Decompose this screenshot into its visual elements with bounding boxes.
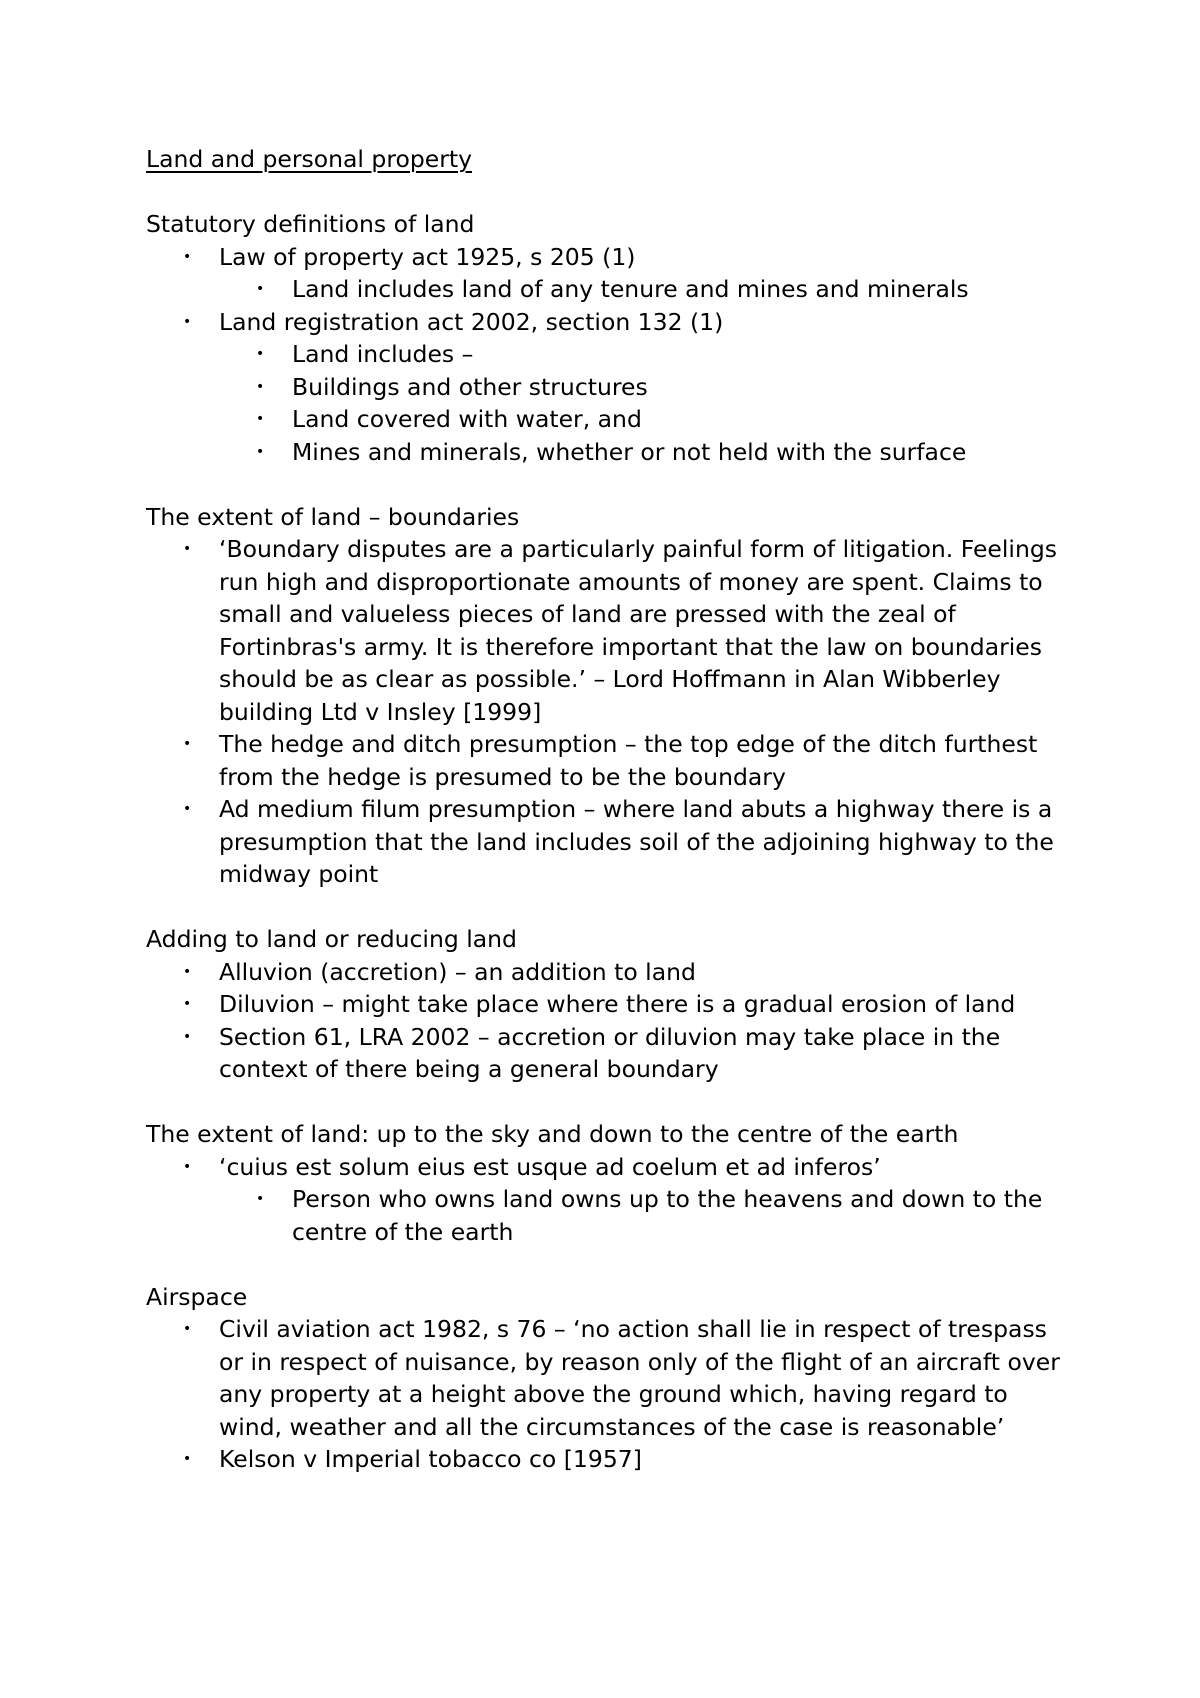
section-heading: The extent of land – boundaries xyxy=(146,502,520,531)
bullet-list xyxy=(146,956,1076,1086)
bullet-icon: • xyxy=(183,1158,192,1175)
list-item xyxy=(146,306,1076,339)
document-title: Land and personal property xyxy=(146,145,473,173)
bullet-icon: • xyxy=(256,1191,265,1207)
section-statutory-definitions xyxy=(146,208,1076,468)
list-item xyxy=(146,1183,1076,1248)
bullet-icon: • xyxy=(183,801,192,817)
section-boundaries xyxy=(146,501,1076,891)
section-adding-reducing xyxy=(146,923,1076,1086)
list-item xyxy=(146,241,1076,274)
bullet-icon: • xyxy=(183,1451,192,1467)
list-item xyxy=(146,728,1076,793)
list-item-text: Land includes land of any tenure and mines and minerals xyxy=(292,275,969,303)
section-heading: Airspace xyxy=(146,1282,248,1311)
bullet-icon: • xyxy=(256,346,265,362)
list-item-text: Land registration act 2002, section 132 (1) xyxy=(219,307,724,336)
list-item-text: Land covered with water, and xyxy=(292,405,642,433)
section-airspace xyxy=(146,1281,1076,1476)
list-item-text: The hedge and ditch presumption – the top edge of the ditch furthest from the hedge is presumed to be the boundary xyxy=(219,730,1038,791)
bullet-icon: • xyxy=(183,1028,192,1045)
list-item xyxy=(146,956,1076,989)
list-item-text: ‘Boundary disputes are a particularly painful form of litigation. Feelings run high and disproportionate amounts of money are spent. Claims to small and valueless pieces of land are pressed with the zeal of Fortinbras's army. It is therefore important that the law on boundaries should be as clear as possible.’ – Lord Hoffmann in Alan Wibberley building Ltd v Insley [1999] xyxy=(219,535,1058,726)
list-item-text: Civil aviation act 1982, s 76 – ‘no action shall lie in respect of trespass or in respect of nuisance, by reason only of the flight of an aircraft over any property at a height above the ground which, having regard to wind, weather and all the circumstances of the case is reasonable’ xyxy=(219,1315,1060,1441)
bullet-list xyxy=(146,1313,1076,1476)
list-item xyxy=(146,1313,1076,1443)
spacer xyxy=(146,891,1076,924)
list-item-text: Person who owns land owns up to the heavens and down to the centre of the earth xyxy=(292,1185,1043,1246)
section-heading: The extent of land: up to the sky and down to the centre of the earth xyxy=(146,1120,959,1148)
list-item xyxy=(146,1021,1076,1086)
bullet-icon: • xyxy=(183,1321,192,1337)
bullet-icon: • xyxy=(183,963,192,980)
bullet-icon: • xyxy=(183,313,192,330)
section-heading: Adding to land or reducing land xyxy=(146,925,517,953)
document-body xyxy=(146,143,1076,1476)
list-item xyxy=(146,371,1076,404)
bullet-icon: • xyxy=(256,443,265,460)
list-item-text: Law of property act 1925, s 205 (1) xyxy=(219,242,636,271)
bullet-icon: • xyxy=(183,248,192,265)
bullet-list xyxy=(146,533,1076,891)
bullet-icon: • xyxy=(256,378,265,395)
list-item-text: Buildings and other structures xyxy=(292,372,648,401)
bullet-icon: • xyxy=(256,411,265,427)
spacer xyxy=(146,468,1076,501)
list-item xyxy=(146,1151,1076,1184)
bullet-icon: • xyxy=(183,736,192,752)
list-item xyxy=(146,533,1076,728)
bullet-icon: • xyxy=(183,541,192,557)
section-heading: Statutory definitions of land xyxy=(146,210,475,238)
list-item-text: Section 61, LRA 2002 – accretion or diluvion may take place in the context of there being a general boundary xyxy=(219,1022,1001,1083)
list-item xyxy=(146,793,1076,891)
bullet-list xyxy=(146,1151,1076,1249)
list-item xyxy=(146,273,1076,306)
list-item-text: Kelson v Imperial tobacco co [1957] xyxy=(219,1445,642,1473)
spacer xyxy=(146,1248,1076,1281)
list-item-text: Ad medium filum presumption – where land abuts a highway there is a presumption that the land includes soil of the adjoining highway to the midway point xyxy=(219,795,1054,888)
list-item-text: ‘cuius est solum eius est usque ad coelum et ad inferos’ xyxy=(219,1152,881,1181)
bullet-icon: • xyxy=(183,996,192,1012)
list-item xyxy=(146,403,1076,436)
list-item-text: Mines and minerals, whether or not held with the surface xyxy=(292,437,967,466)
bullet-list xyxy=(146,241,1076,469)
list-item-text: Diluvion – might take place where there is a gradual erosion of land xyxy=(219,990,1016,1018)
section-sky-earth xyxy=(146,1118,1076,1248)
list-item xyxy=(146,1443,1076,1476)
spacer xyxy=(146,1086,1076,1119)
list-item-text: Alluvion (accretion) – an addition to land xyxy=(219,957,696,986)
list-item xyxy=(146,436,1076,469)
list-item-text: Land includes – xyxy=(292,340,474,368)
bullet-icon: • xyxy=(256,281,265,297)
spacer xyxy=(146,176,1076,209)
list-item xyxy=(146,338,1076,371)
list-item xyxy=(146,988,1076,1021)
